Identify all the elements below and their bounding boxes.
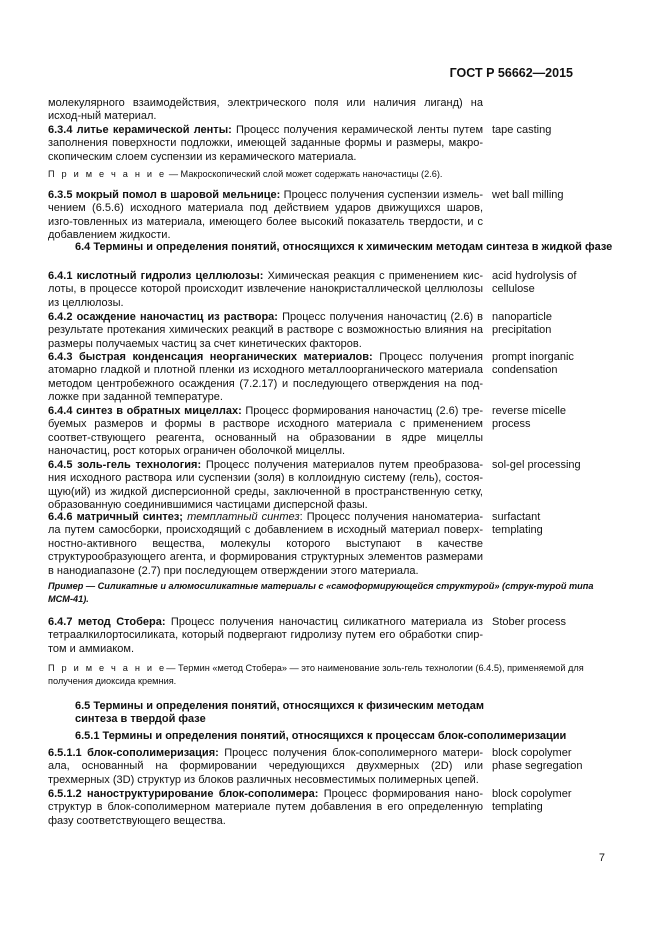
section-heading-6-4: 6.4 Термины и определения понятий, относящихся к химическим методам синтеза в жидкой фазе — [75, 241, 613, 253]
entry-6-4-7 — [48, 616, 483, 656]
entry-definition: Процесс формирования нано-структур в блок-сополимерном материале путем добавления в его определенную фазу соответствующего вещества. — [48, 788, 484, 827]
entry-title: литье керамической ленты: — [76, 124, 232, 136]
english-term: reverse micelle process — [492, 405, 566, 431]
entry-title: блок-сополимеризация: — [87, 747, 219, 759]
entry-6-4-1 — [48, 270, 483, 310]
entry-number: 6.5.1.2 — [48, 788, 82, 800]
entry-title: метод Стобера: — [77, 616, 166, 628]
entry-number: 6.3.4 — [48, 124, 73, 136]
english-term: sol-gel processing — [492, 459, 581, 471]
entry-6-4-5 — [48, 459, 483, 513]
entry-number: 6.4.6 — [48, 511, 73, 523]
note-6-3-4 — [48, 168, 618, 181]
entry-definition: Процесс получения материалов путем преобразова-ния исходного раствора или суспензии (золя) в коллоидную систему (гель), состоя-щую(ий) из жидкой дисперсионной среды, заключенной в пространственную сетку, образованную соединившимися частицами дисперсной фазы. — [48, 459, 483, 512]
entry-number: 6.4.5 — [48, 459, 73, 471]
note-label: П р и м е ч а н и е — [48, 169, 167, 179]
document-id-header: ГОСТ Р 56662—2015 — [449, 66, 573, 80]
entry-number: 6.5.1.1 — [48, 747, 82, 759]
note-label: П р и м е ч а н и е — [48, 663, 167, 673]
note-text: — Термин «метод Стобера» — это наименование золь-гель технологии (6.4.5), применяемой для получения диоксида кремния. — [48, 663, 584, 686]
entry-title: быстрая конденсация неорганических материалов: — [79, 351, 373, 363]
entry-definition: Процесс формирования наночастиц (2.6) тре-буемых размеров и формы в растворе исходного материала с применением соответ-ствующего реагента, основанный на образовании в ядре мицеллы наночастиц, рост которых ограничен оболочкой мицеллы. — [48, 405, 484, 458]
english-term: surfactant templating — [492, 511, 543, 537]
section-heading-6-5-1: 6.5.1 Термины и определения понятий, относящихся к процессам блок-сополимеризации — [75, 730, 567, 742]
entry-6-4-4 — [48, 405, 483, 459]
entry-6-5-1-2 — [48, 788, 483, 828]
entry-definition: : Процесс получения наноматериа-ла путем самосборки, происходящий с добавлением в исходный материал поверх-ностно-активного вещества, молекулы которого выступают в качестве структурообразующего агента, и формирования структурных элементов размерами в нанодиапазоне (2.7) при последующем отверждении этого материала. — [48, 511, 484, 577]
entry-number: 6.4.1 — [48, 270, 73, 282]
entry-number: 6.4.2 — [48, 311, 73, 323]
entry-6-4-6 — [48, 511, 483, 578]
entry-6-4-2 — [48, 311, 483, 351]
entry-definition: Процесс получения блок-сополимерного матери-ала, основанный на формировании чередующихся двухмерных (2D) или трехмерных (3D) структур из блоков различных несовместимых полимерных цепей. — [48, 747, 484, 786]
entry-title: осаждение наночастиц из раствора: — [76, 311, 278, 323]
entry-number: 6.4.4 — [48, 405, 73, 417]
entry-definition: Процесс получения наночастиц (2.6) в результате протекания химических реакций в растворе с возможностью влияния на размеры получаемых частиц за счет кинетических факторов. — [48, 311, 484, 350]
entry-definition: Процесс получения атомарно гладкой и плотной пленки из исходного металлоорганического материала методом центробежного осаждения (7.2.17) и последующего отверждения на под-ложке при заданной температуре. — [48, 351, 483, 404]
english-term: nanoparticle precipitation — [492, 311, 552, 337]
entry-definition: Процесс получения суспензии измель-чением (6.5.6) исходного материала под действием ударов движущихся шаров, изго-товленных из материала, имеющего более высокий показатель твердости, и с добавлением жидкости. — [48, 189, 484, 242]
entry-definition: Процесс получения керамической ленты путем заполнения поверхности подложки, имеющей заданные формы и размеры, макро-скопическим слоем суспензии из керамического материала. — [48, 124, 484, 163]
entry-title: мокрый помол в шаровой мельнице: — [75, 189, 281, 201]
entry-6-5-1-1 — [48, 747, 483, 787]
entry-title: кислотный гидролиз целлюлозы: — [76, 270, 264, 282]
entry-number: 6.4.3 — [48, 351, 73, 363]
entry-number: 6.4.7 — [48, 616, 73, 628]
note-6-4-7 — [48, 662, 618, 687]
entry-title: золь-гель технология: — [77, 459, 202, 471]
english-term: tape casting — [492, 124, 552, 136]
english-term: acid hydrolysis of cellulose — [492, 270, 577, 296]
entry-title-alt: темплатный синтез — [187, 511, 300, 523]
definition-text: молекулярного взаимодействия, электрического поля или наличия лиганд) на исход-ный материал. — [48, 97, 483, 123]
entry-definition: Процесс получения наночастиц силикатного материала из тетраалкилортосиликата, который подвергают гидролизу путем его обработки спир-том и аммиаком. — [48, 616, 483, 655]
english-term: block copolymer phase segregation — [492, 747, 583, 773]
entry-title: синтез в обратных мицеллах: — [76, 405, 242, 417]
continued-definition — [48, 97, 483, 124]
entry-title: матричный синтез; — [76, 511, 183, 523]
section-heading-6-5: 6.5 Термины и определения понятий, относящихся к физическим методам синтеза в твердой фазе — [75, 700, 484, 726]
english-term: prompt inorganic condensation — [492, 351, 574, 377]
page-number: 7 — [598, 852, 605, 864]
entry-6-4-3 — [48, 351, 483, 405]
note-text: — Макроскопический слой может содержать наночастицы (2.6). — [166, 169, 443, 179]
english-term: wet ball milling — [492, 189, 564, 201]
english-term: block copolymer templating — [492, 788, 572, 814]
entry-definition: Химическая реакция с применением кис-лоты, в процессе которой происходит извлечение нанокристаллической целлюлозы из целлюлозы. — [48, 270, 483, 309]
english-term: Stober process — [492, 616, 566, 628]
entry-6-3-5 — [48, 189, 483, 243]
example-text: Пример — Силикатные и алюмосиликатные материалы с «самоформирующейся структурой» (струк-турой типа MCM-41). — [48, 581, 594, 604]
entry-number: 6.3.5 — [48, 189, 73, 201]
entry-title: наноструктурирование блок-сополимера: — [86, 788, 319, 800]
entry-6-3-4 — [48, 124, 483, 164]
